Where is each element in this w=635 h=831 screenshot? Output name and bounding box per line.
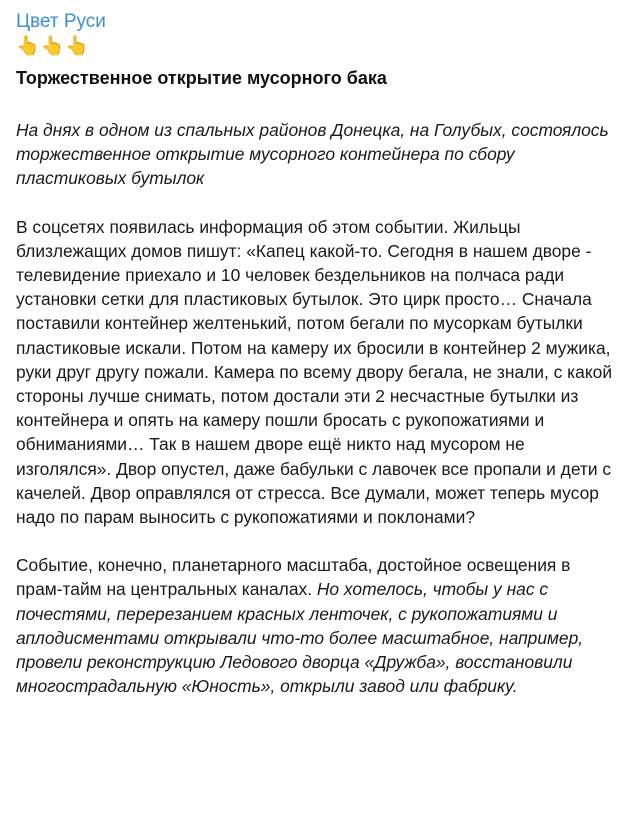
closing-italic-text: Но хотелось, чтобы у нас с почестями, перерезанием красных ленточек, с рукопожатиями и аплодисментами открывали что-то более масштабное, например, провели реконструкцию Ледового дворца «Дружба», восстановили многострадальную «Юность», открыли завод или фабрику. bbox=[16, 579, 584, 697]
post-closing-paragraph bbox=[16, 553, 619, 698]
post-body-paragraph: В соцсетях появилась информация об этом событии. Жильцы близлежащих домов пишут: «Капец какой-то. Сегодня в нашем дворе - телевидение приехало и 10 человек бездельников на полчаса ради установки сетки для пластиковых бутылок. Это цирк просто… Сначала поставили контейнер желтенький, потом бегали по мусоркам бутылки пластиковые искали. Потом на камеру их бросили в контейнер 2 мужика, руки друг другу пожали. Камера по всему двору бегала, не знали, с какой стороны лучше снимать, потом достали эти 2 несчастные бутылки из контейнера и опять на камеру пошли бросать с рукопожатиями и обниманиями… Так в нашем дворе ещё никто над мусором не изголялся». Двор опустел, даже бабульки с лавочек все пропали и дети с качелей. Двор оправлялся от стресса. Все думали, может теперь мусор надо по парам выносить с рукопожатиями и поклонами? bbox=[16, 216, 613, 528]
pointing-up-emoji-icons: 👆👆👆 bbox=[16, 36, 90, 57]
channel-name-link[interactable]: Цвет Руси bbox=[16, 11, 106, 32]
post-lead-paragraph: На днях в одном из спальных районов Донецка, на Голубых, состоялось торжественное открытие мусорного контейнера по сбору пластиковых бутылок bbox=[16, 120, 609, 189]
closing-plain-text: Событие, конечно, планетарного масштаба, достойное освещения в прам-тайм на центральных каналах. bbox=[16, 555, 571, 600]
post-title: Торжественное открытие мусорного бака bbox=[16, 68, 387, 88]
